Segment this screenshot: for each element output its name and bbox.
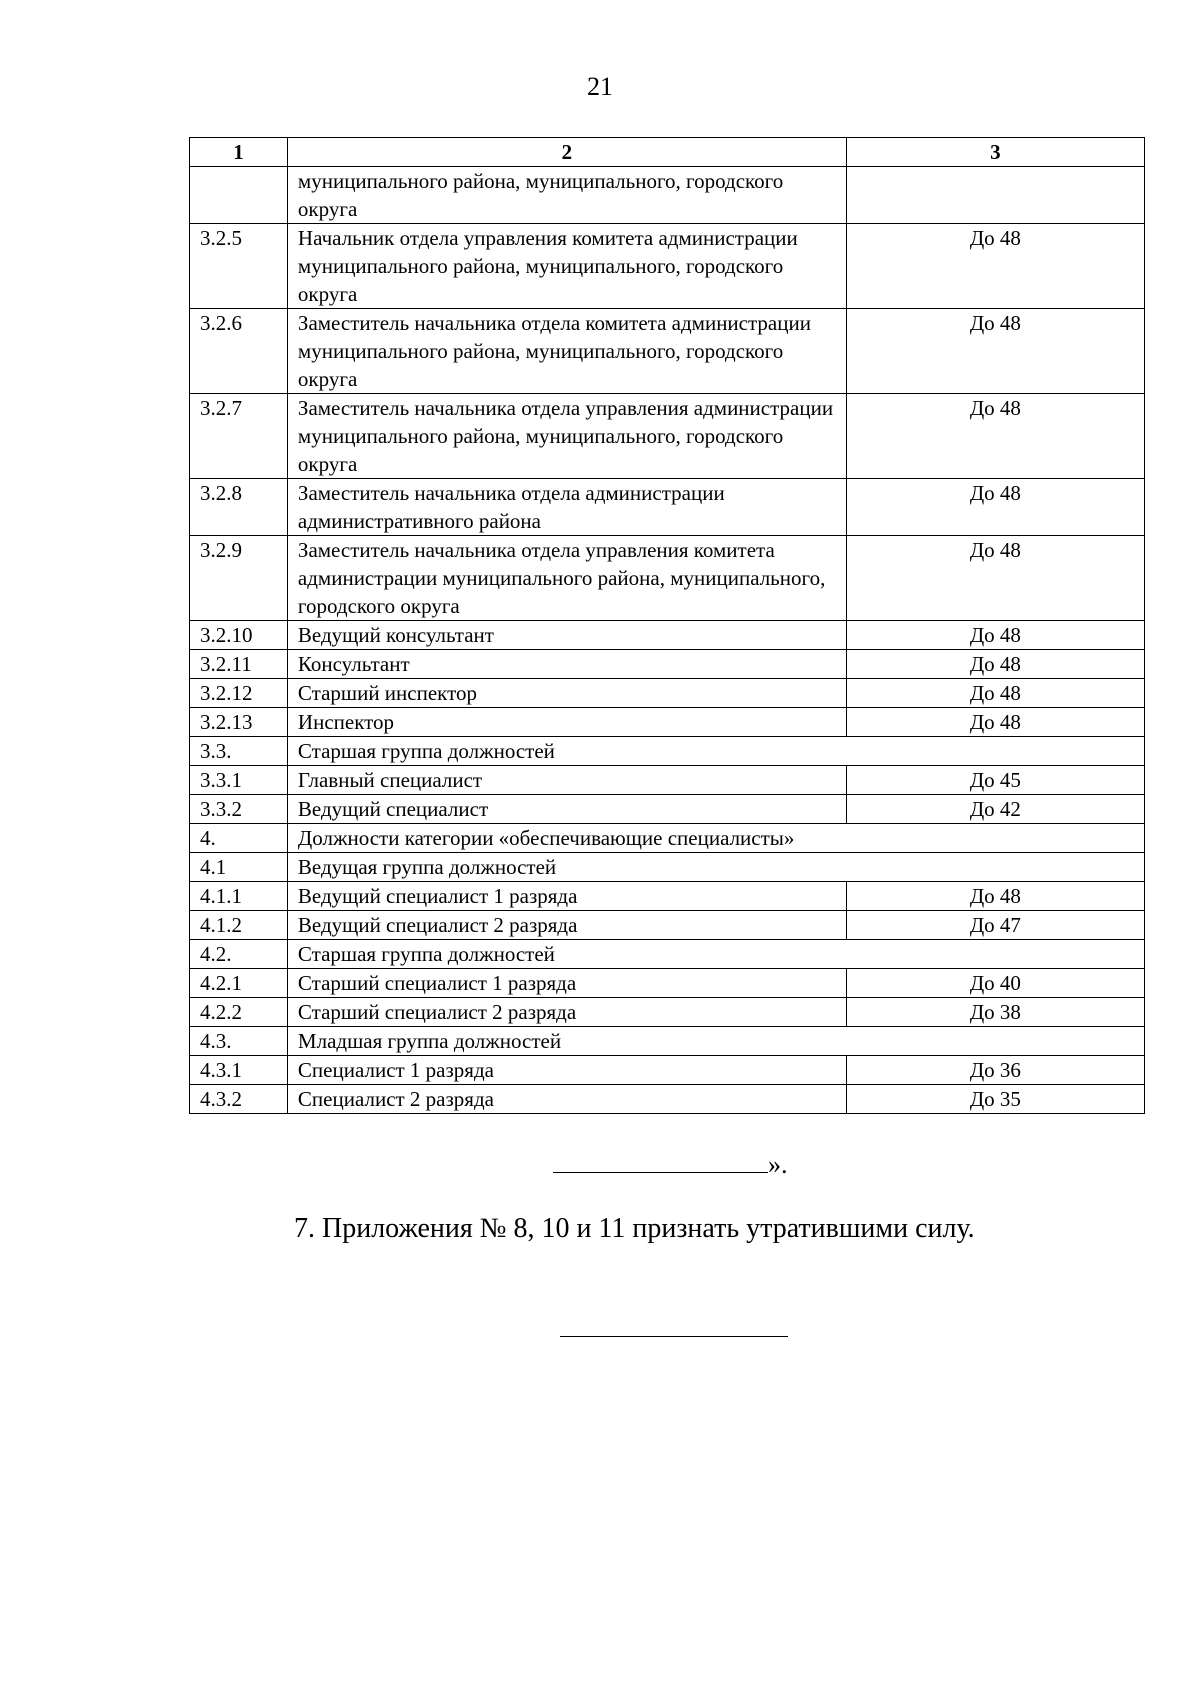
row-value: До 48 (846, 394, 1144, 479)
table-row (190, 224, 1145, 309)
table-row (190, 309, 1145, 394)
column-header-2: 2 (287, 138, 846, 167)
row-title: Старшая группа должностей (287, 940, 1144, 969)
row-number: 3.2.11 (190, 650, 288, 679)
column-header-3: 3 (846, 138, 1144, 167)
row-title: Старшая группа должностей (287, 737, 1144, 766)
table-row (190, 708, 1145, 737)
table-row (190, 621, 1145, 650)
row-title: Специалист 2 разряда (287, 1085, 846, 1114)
table-body (190, 167, 1145, 1114)
row-number: 3.2.8 (190, 479, 288, 536)
row-title: Ведущий специалист 2 разряда (287, 911, 846, 940)
row-title: Специалист 1 разряда (287, 1056, 846, 1085)
row-number: 3.2.6 (190, 309, 288, 394)
row-value: До 48 (846, 536, 1144, 621)
row-value: До 48 (846, 882, 1144, 911)
row-title: Ведущий консультант (287, 621, 846, 650)
row-title: Консультант (287, 650, 846, 679)
row-value: До 40 (846, 969, 1144, 998)
table-row (190, 1056, 1145, 1085)
row-number: 3.2.13 (190, 708, 288, 737)
row-value: До 42 (846, 795, 1144, 824)
table-row (190, 795, 1145, 824)
closing-quote: ». (768, 1150, 788, 1179)
row-title: Инспектор (287, 708, 846, 737)
row-title: Младшая группа должностей (287, 1027, 1144, 1056)
row-title: Заместитель начальника отдела управления администрации муниципального района, муниципального, городского округа (287, 394, 846, 479)
closing-underline (553, 1150, 768, 1173)
row-value: До 48 (846, 309, 1144, 394)
row-value: До 48 (846, 224, 1144, 309)
row-value (846, 167, 1144, 224)
row-value: До 48 (846, 621, 1144, 650)
table-row (190, 394, 1145, 479)
row-title: Заместитель начальника отдела комитета администрации муниципального района, муниципального, городского округа (287, 309, 846, 394)
row-number: 3.3.1 (190, 766, 288, 795)
row-number: 4.2.2 (190, 998, 288, 1027)
row-title: Ведущий специалист 1 разряда (287, 882, 846, 911)
row-title: Начальник отдела управления комитета администрации муниципального района, муниципального, городского округа (287, 224, 846, 309)
table-row (190, 1027, 1145, 1056)
row-value: До 47 (846, 911, 1144, 940)
table-row (190, 737, 1145, 766)
table-row (190, 853, 1145, 882)
row-title: Ведущая группа должностей (287, 853, 1144, 882)
row-value: До 35 (846, 1085, 1144, 1114)
row-title: Главный специалист (287, 766, 846, 795)
column-header-1: 1 (190, 138, 288, 167)
page-number: 21 (587, 72, 613, 101)
row-number: 4.2.1 (190, 969, 288, 998)
closing-mark (553, 1150, 788, 1180)
row-title: Старший инспектор (287, 679, 846, 708)
table-row (190, 1085, 1145, 1114)
table-row (190, 766, 1145, 795)
row-number: 3.3.2 (190, 795, 288, 824)
row-number: 3.2.12 (190, 679, 288, 708)
row-value: До 48 (846, 650, 1144, 679)
row-number (190, 167, 288, 224)
row-number: 3.2.7 (190, 394, 288, 479)
row-number: 4.1.2 (190, 911, 288, 940)
row-title: Заместитель начальника отдела управления комитета администрации муниципального района, муниципального, городского округа (287, 536, 846, 621)
positions-table (189, 137, 1145, 1114)
row-number: 3.2.5 (190, 224, 288, 309)
row-number: 4.1 (190, 853, 288, 882)
row-value: До 48 (846, 479, 1144, 536)
table-row (190, 911, 1145, 940)
row-number: 4.1.1 (190, 882, 288, 911)
row-title: Ведущий специалист (287, 795, 846, 824)
row-number: 4.3.1 (190, 1056, 288, 1085)
row-number: 4. (190, 824, 288, 853)
table-row (190, 536, 1145, 621)
row-number: 4.2. (190, 940, 288, 969)
row-title: муниципального района, муниципального, городского округа (287, 167, 846, 224)
row-title: Заместитель начальника отдела администрации административного района (287, 479, 846, 536)
row-number: 3.2.10 (190, 621, 288, 650)
table-header-row (190, 138, 1145, 167)
row-number: 3.3. (190, 737, 288, 766)
end-separator-line (560, 1336, 788, 1337)
row-title: Старший специалист 2 разряда (287, 998, 846, 1027)
table-row (190, 882, 1145, 911)
table-row (190, 824, 1145, 853)
table-row (190, 969, 1145, 998)
row-value: До 38 (846, 998, 1144, 1027)
table-row (190, 167, 1145, 224)
table-row (190, 998, 1145, 1027)
table-row (190, 650, 1145, 679)
row-title: Должности категории «обеспечивающие специалисты» (287, 824, 1144, 853)
row-number: 4.3.2 (190, 1085, 288, 1114)
table-row (190, 479, 1145, 536)
row-value: До 48 (846, 708, 1144, 737)
table-row (190, 679, 1145, 708)
row-value: До 45 (846, 766, 1144, 795)
row-number: 4.3. (190, 1027, 288, 1056)
row-title: Старший специалист 1 разряда (287, 969, 846, 998)
row-value: До 36 (846, 1056, 1144, 1085)
row-value: До 48 (846, 679, 1144, 708)
item-7-text: 7. Приложения № 8, 10 и 11 признать утратившими силу. (294, 1213, 975, 1244)
table-row (190, 940, 1145, 969)
row-number: 3.2.9 (190, 536, 288, 621)
